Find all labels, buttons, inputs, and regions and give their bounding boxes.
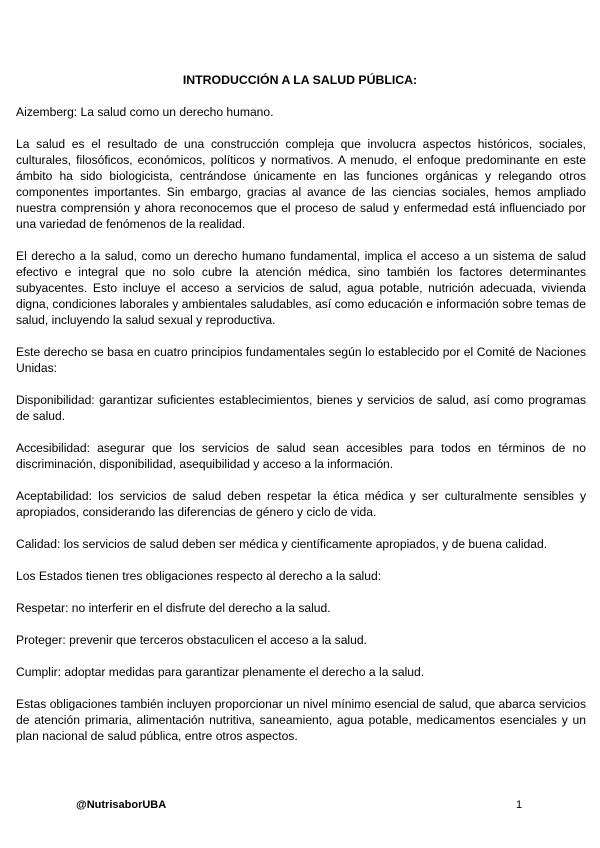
paragraph-minimum-level: Estas obligaciones también incluyen proporcionar un nivel mínimo esencial de salud, que abarca servicios de atención primaria, alimentación nutritiva, saneamiento, agua potable, medicamentos esenciales y un plan nacional de salud pública, entre otros aspectos. (16, 697, 586, 743)
paragraph-protect: Proteger: prevenir que terceros obstaculicen el acceso a la salud. (16, 633, 367, 647)
paragraph-fulfill: Cumplir: adoptar medidas para garantizar plenamente el derecho a la salud. (16, 665, 425, 679)
paragraph-respect: Respetar: no interferir en el disfrute del derecho a la salud. (16, 601, 331, 615)
paragraph-subtitle: Aizemberg: La salud como un derecho humano. (16, 105, 274, 119)
paragraph-principles-intro: Este derecho se basa en cuatro principios fundamentales según lo establecido por el Comité de Naciones Unidas: (16, 345, 586, 375)
document-body (16, 104, 586, 760)
footer-handle: @NutrisaborUBA (76, 799, 167, 811)
page-title: INTRODUCCIÓN A LA SALUD PÚBLICA: (182, 73, 418, 87)
paragraph-obligations-intro: Los Estados tienen tres obligaciones respecto al derecho a la salud: (16, 569, 382, 583)
paragraph-intro: La salud es el resultado de una construcción compleja que involucra aspectos históricos, sociales, culturales, filosóficos, económicos, políticos y normativos. A menudo, el enfoque predominante en este ámbito ha sido biologicista, centrándose únicamente en las funciones orgánicas y relegando otros componentes importantes. Sin embargo, gracias al avance de las ciencias sociales, hemos ampliado nuestra comprensión y ahora reconocemos que el proceso de salud y enfermedad está influenciado por una variedad de fenómenos de la realidad. (16, 137, 586, 231)
paragraph-acceptability: Aceptabilidad: los servicios de salud deben respetar la ética médica y ser culturalmente sensibles y apropiados, considerando las diferencias de género y ciclo de vida. (16, 489, 586, 519)
paragraph-quality: Calidad: los servicios de salud deben ser médica y científicamente apropiados, y de buena calidad. (16, 537, 548, 551)
paragraph-availability: Disponibilidad: garantizar suficientes establecimientos, bienes y servicios de salud, así como programas de salud. (16, 393, 586, 423)
paragraph-accessibility: Accesibilidad: asegurar que los servicios de salud sean accesibles para todos en términos de no discriminación, disponibilidad, asequibilidad y acceso a la información. (16, 441, 586, 471)
page-number: 1 (516, 799, 523, 811)
paragraph-right-to-health: El derecho a la salud, como un derecho humano fundamental, implica el acceso a un sistema de salud efectivo e integral que no solo cubre la atención médica, sino también los factores determinantes subyacentes. Esto incluye el acceso a servicios de salud, agua potable, nutrición adecuada, vivienda digna, condiciones laborales y ambientales saludables, así como educación e información sobre temas de salud, incluyendo la salud sexual y reproductiva. (16, 249, 586, 327)
